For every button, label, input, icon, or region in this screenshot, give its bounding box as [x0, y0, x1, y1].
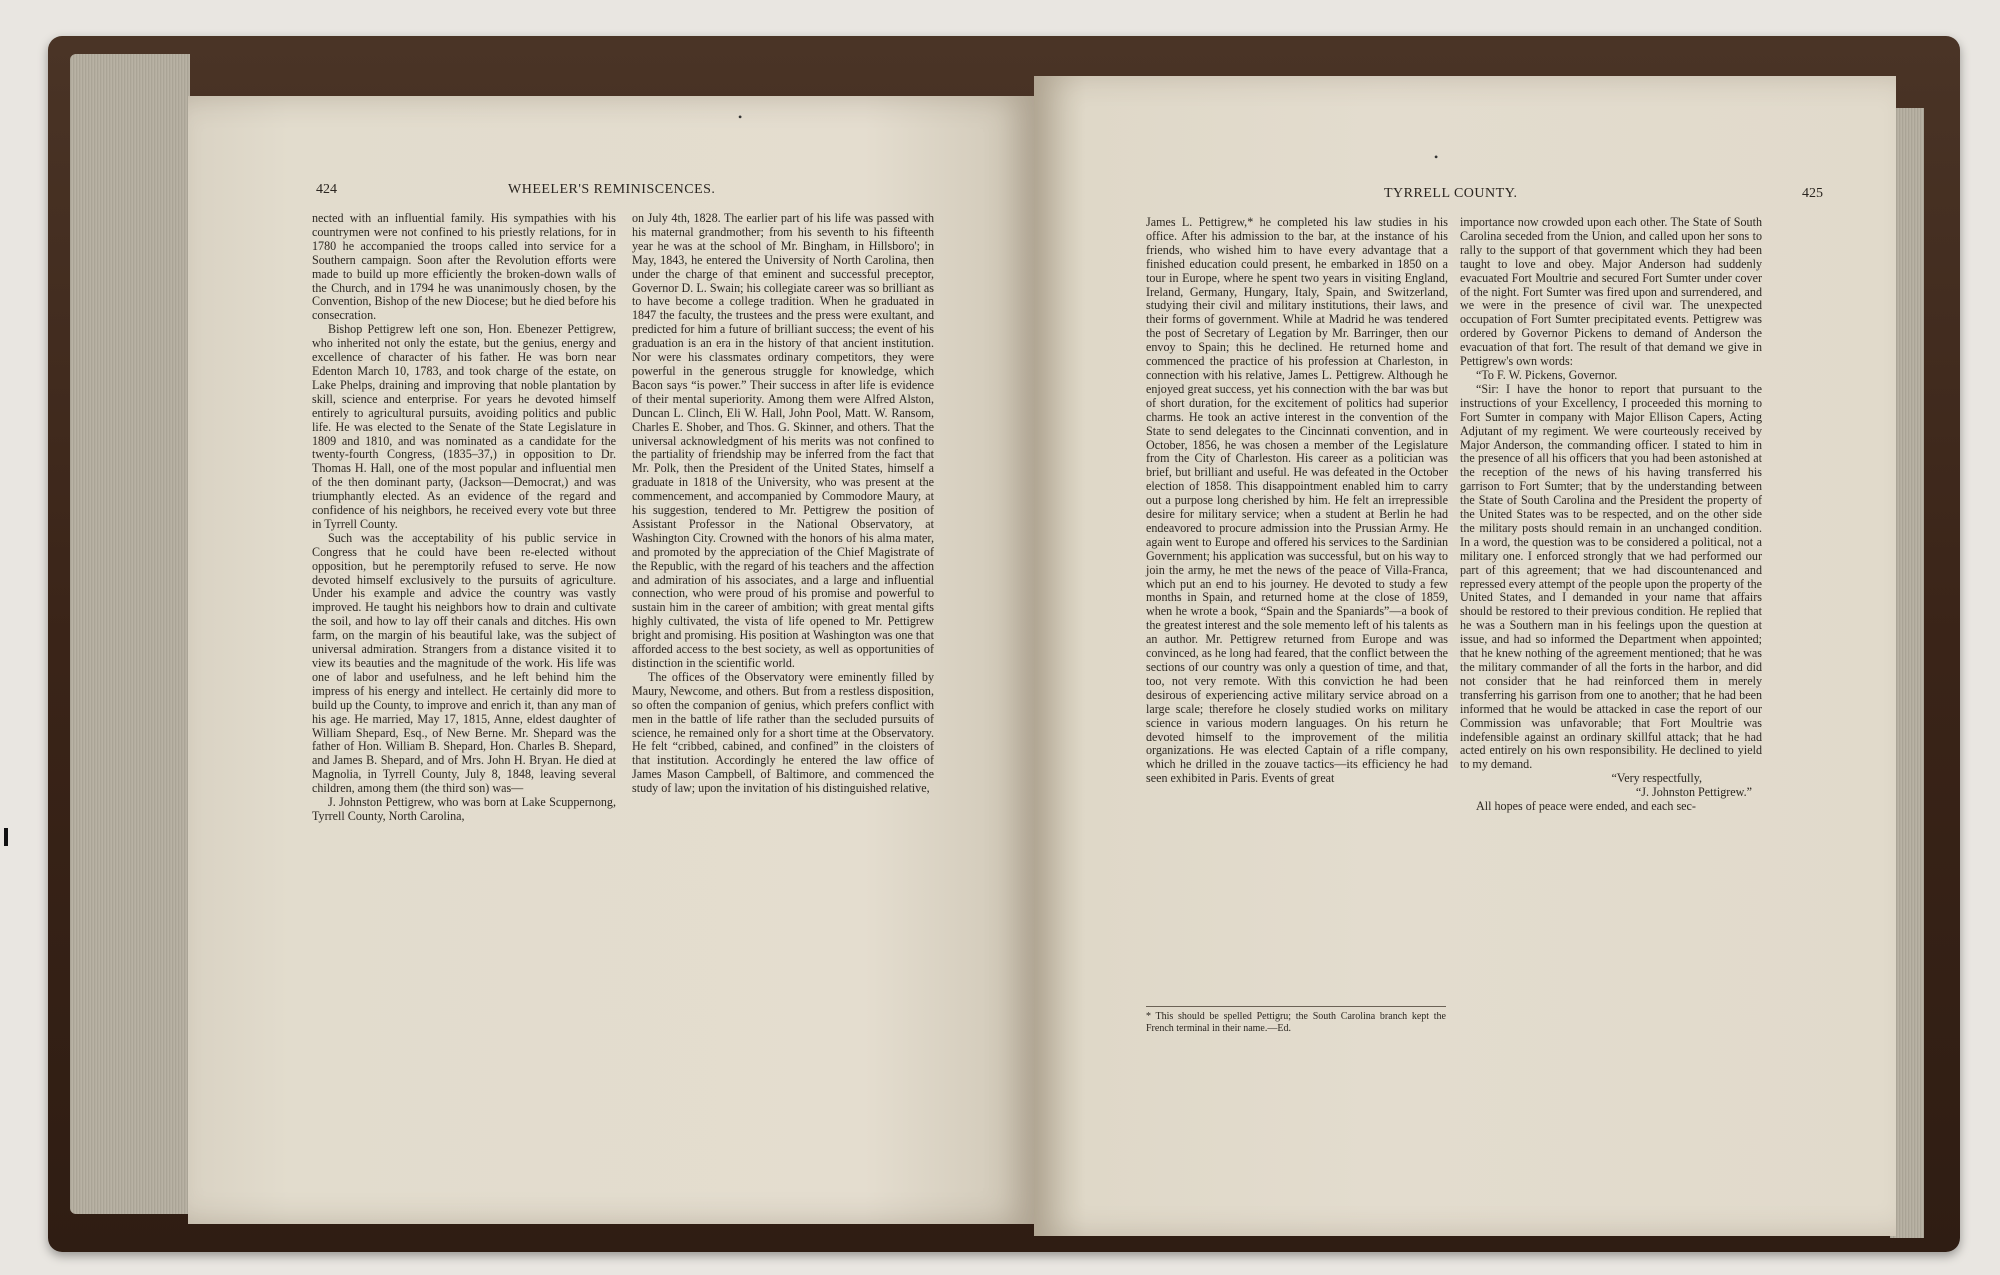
center-dot: •	[738, 110, 743, 124]
letter-body: “Sir: I have the honor to report that pursuant to the instructions of your Excellency, I proceeded this morning to Fort Sumter in company with Major Ellison Capers, Acting Adjutant of my regiment. We were courteously received by Major Anderson, the commanding officer. I stated to him in the presence of all his officers that you had been astonished at the reception of the news of his having transferred his garrison to Fort Sumter; that by the understanding between the State of South Carolina and the President the property of the United States was to be respected, and on the other side the military posts should remain in an unchanged condition. In a word, the question was to be considered a political, not a military one. I enforced strongly that we had performed our part of this agreement; that we had discountenanced and repressed every attempt of the people upon the property of the United States, and I demanded in your name that affairs should be restored to their previous condition. He replied that he was a Southern man in his feelings upon the question at issue, and had so informed the Department when appointed; that he knew nothing of the agreement mentioned; that he was the military commander of all the forts in the harbor, and did not consider that he had reinforced them in merely transferring his garrison from one to another; that he had been informed that he would be attacked in case the report of our Commission was unfavorable; that Fort Moultrie was indefensible against an ordinary skillful attack; that he had acted entirely on his own responsibility. He declined to yield to my demand.	[1460, 381, 1762, 772]
letter-salutation: “To F. W. Pickens, Governor.	[1476, 367, 1618, 382]
center-dot: •	[1434, 150, 1439, 164]
left-column-2	[632, 212, 934, 796]
left-column-1	[312, 212, 616, 824]
running-head-right: TYRRELL COUNTY.	[1384, 186, 1518, 201]
footnote: * This should be spelled Pettigru; the South Carolina branch kept the French terminal in their name.—Ed.	[1146, 1006, 1446, 1035]
paragraph: James L. Pettigrew,* he completed his law studies in his office. After his admission to the bar, at the instance of his friends, who wished him to have every advantage that a finished education could present, he embarked in 1850 on a tour in Europe, where he spent two years in visiting England, Ireland, Germany, Hungary, Italy, Spain, and Switzerland, studying their civil and military institutions, their laws, and their forms of government. While at Madrid he was tendered the post of Secretary of Legation by Mr. Barringer, then our envoy to Spain; this he declined. He returned home and commenced the practice of his profession at Charleston, in connection with his relative, James L. Pettigrew. Although he enjoyed great success, yet his connection with the bar was but of short duration, for the excitement of politics had superior charms. He took an active interest in the convention of the State to send delegates to the Cincinnati convention, and in October, 1856, he was chosen a member of the Legislature from the City of Charleston. His career as a politician was brief, but brilliant and useful. He was defeated in the October election of 1858. This disappointment enabled him to carry out a purpose long cherished by him. He felt an irrepressible desire for military service; when a student at Berlin he had endeavored to procure admission into the Prussian Army. He again went to Europe and offered his services to the Sardinian Government; his application was successful, but on his way to join the army, he met the news of the peace of Villa-Franca, which put an end to his journey. He devoted to study a few months in Spain, and returned home at the close of 1859, when he wrote a book, “Spain and the Spaniards”—a book of the greatest interest and the sole memento left of his talents as an author. Mr. Pettigrew returned from Europe and was convinced, as he long had feared, that the conflict between the sections of our country was only a question of time, and that, too, not very remote. With this conviction he had been desirous of experiencing active military service abroad on a large scale; therefore he closely studied works on military science in various modern languages. On his return he devoted himself to the improvement of the militia organizations. He was elected Captain of a rifle company, which he drilled in the zouave tactics—its efficiency he had seen exhibited in Paris. Events of great	[1146, 215, 1448, 786]
paragraph: nected with an influential family. His sympathies with his countrymen were not confined to his priestly relations, for in 1780 he accompanied the troops called into service for a Southern campaign. Soon after the Revolution efforts were made to build up more efficiently the broken-down walls of the Church, and in 1794 he was unanimously chosen, by the Convention, Bishop of the new Diocese; but he died before his consecration.	[312, 211, 616, 323]
page-edges-left	[70, 54, 190, 1214]
left-page	[188, 96, 1034, 1224]
right-column-2	[1460, 216, 1762, 814]
paragraph: All hopes of peace were ended, and each sec-	[1476, 799, 1696, 814]
right-column-1	[1146, 216, 1448, 786]
letter-closing: “Very respectfully,	[1611, 771, 1702, 786]
paragraph: J. Johnston Pettigrew, who was born at Lake Scuppernong, Tyrrell County, North Carolina,	[312, 795, 616, 823]
paragraph: on July 4th, 1828. The earlier part of his life was passed with his maternal grandmother; from his seventh to his fifteenth year he was at the school of Mr. Bingham, in Hillsboro'; in May, 1843, he entered the University of North Carolina, then under the charge of that eminent and successful preceptor, Governor D. L. Swain; his collegiate career was so brilliant as to have become a college tradition. When he graduated in 1847 the faculty, the trustees and the press were exultant, and predicted for him a future of brilliant success; the event of his graduation is an era in the history of that ancient institution. Nor were his classmates ordinary competitors, they were powerful in the generous struggle for knowledge, which Bacon says “is power.” Their success in after life is evidence of their mental superiority. Among them were Alfred Alston, Duncan L. Clinch, Eli W. Hall, John Pool, Matt. W. Ransom, Charles E. Shober, and Thos. G. Skinner, and others. That the universal acknowledgment of his merits was not confined to the partiality of friendship may be inferred from the fact that Mr. Polk, then the President of the United States, himself a graduate in 1818 of the University, who was present at the commencement, and accompanied by Commodore Maury, at his suggestion, tendered to Mr. Pettigrew the position of Assistant Professor in the National Observatory, at Washington City. Crowned with the honors of his alma mater, and promoted by the appreciation of the Chief Magistrate of the Republic, with the regard of his teachers and the affection and admiration of his associates, and a large and influential connection, who were proud of his promise and powerful to sustain him in the career of ambition; with great mental gifts highly cultivated, the vista of life opened to Mr. Pettigrew bright and promising. His position at Washington was one that afforded access to the best society, as well as opportunities of distinction in the scientific world.	[632, 211, 934, 670]
running-head-left: WHEELER'S REMINISCENCES.	[508, 182, 716, 197]
paragraph: The offices of the Observatory were eminently filled by Maury, Newcome, and others. But from a restless disposition, so often the companion of genius, which prefers conflict with men in the battle of life rather than the secluded pursuits of science, he remained only for a short time at the Observatory. He felt “cribbed, cabined, and confined” in the cloisters of that institution. Accordingly he entered the law office of James Mason Campbell, of Baltimore, and commenced the study of law; upon the invitation of his distinguished relative,	[632, 669, 934, 796]
page-number-right: 425	[1802, 186, 1823, 201]
paragraph: Bishop Pettigrew left one son, Hon. Ebenezer Pettigrew, who inherited not only the estate, but the genius, energy and excellence of character of his father. He was born near Edenton March 10, 1783, and took charge of the estate, on Lake Phelps, draining and improving that noble plantation by skill, science and enterprise. For years he devoted himself entirely to agricultural pursuits, avoiding politics and public life. He was elected to the Senate of the State Legislature in 1809 and 1810, and was nominated as a candidate for the twenty-fourth Congress, (1835–37,) in opposition to Dr. Thomas H. Hall, one of the most popular and influential men of the then dominant party, (Jackson—Democrat,) and was triumphantly elected. As an evidence of the regard and confidence of his neighbors, he received every vote but three in Tyrrell County.	[312, 322, 616, 531]
paragraph: Such was the acceptability of his public service in Congress that he could have been re-elected without opposition, but he peremptorily refused to serve. He now devoted himself exclusively to the pursuits of agriculture. Under his example and advice the country was vastly improved. He taught his neighbors how to drain and cultivate the soil, and how to lay off their canals and ditches. His own farm, on the margin of his beautiful lake, was the subject of universal admiration. Strangers from a distance visited it to view its beauties and the magnitude of the work. His life was one of labor and usefulness, and he left behind him the impress of his energy and intellect. He certainly did more to build up the County, to improve and enrich it, than any man of his age. He married, May 17, 1815, Anne, eldest daughter of William Shepard, Esq., of New Berne. Mr. Shepard was the father of Hon. William B. Shepard, Hon. Charles B. Shepard, and James B. Shepard, and of Mrs. John H. Bryan. He died at Magnolia, in Tyrrell County, July 8, 1848, leaving several children, among them (the third son) was—	[312, 530, 616, 796]
paragraph: importance now crowded upon each other. The State of South Carolina seceded from the Union, and called upon her sons to rally to the support of that government which they had been taught to love and obey. Major Anderson had suddenly evacuated Fort Moultrie and secured Fort Sumter under cover of the night. Fort Sumter was fired upon and surrendered, and we were in the presence of civil war. The unexpected occupation of Fort Sumter precipitated events. Pettigrew was ordered by Governor Pickens to demand of Anderson the evacuation of that fort. The result of that demand we give in Pettigrew's own words:	[1460, 215, 1762, 369]
right-page	[1034, 76, 1896, 1236]
edge-mark	[4, 828, 8, 846]
page-number-left: 424	[316, 182, 337, 197]
letter-signature: “J. Johnston Pettigrew.”	[1635, 785, 1752, 800]
